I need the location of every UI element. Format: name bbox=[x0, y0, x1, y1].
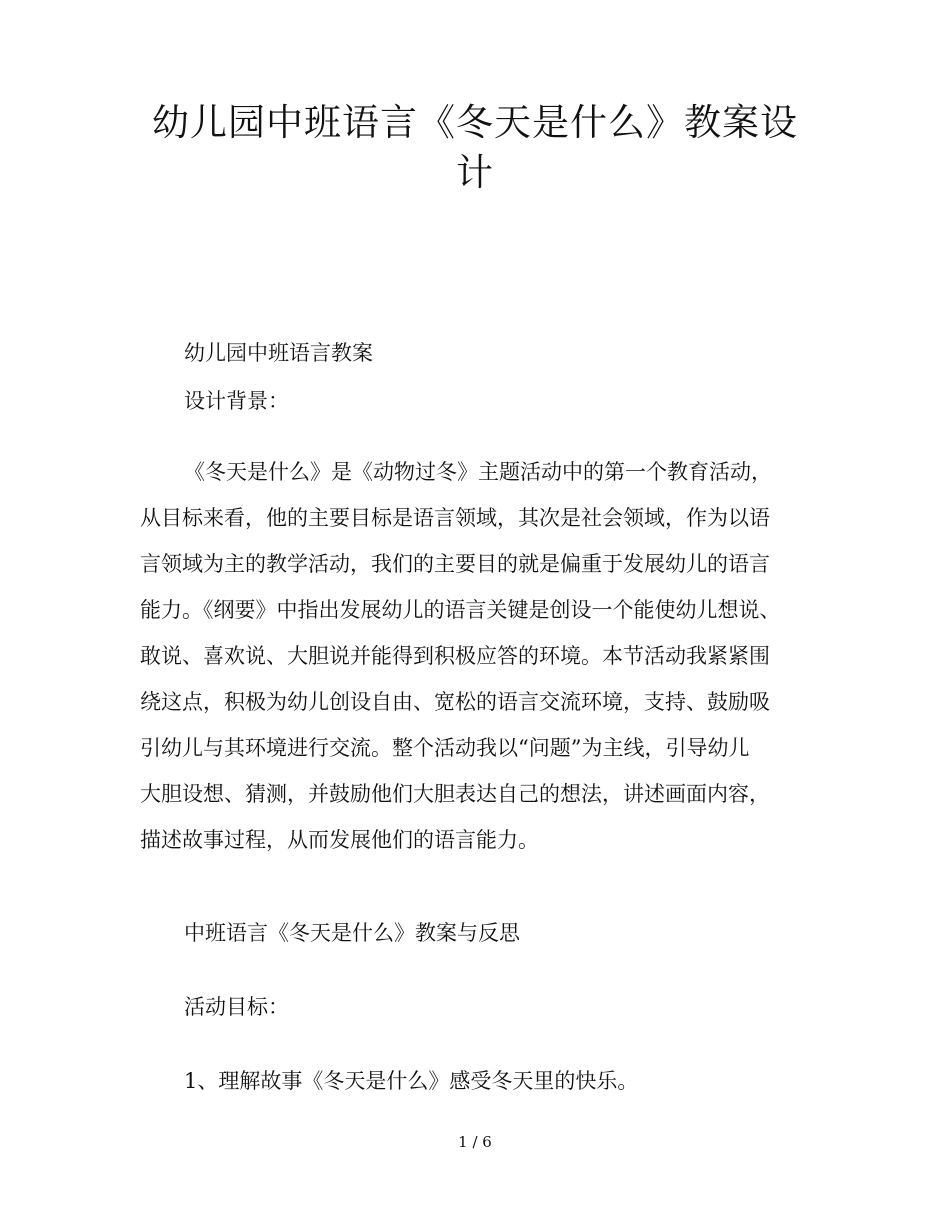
document-title bbox=[140, 98, 810, 198]
paragraph-line: 言领域为主的教学活动，我们的主要目的就是偏重于发展幼儿的语言 bbox=[140, 552, 770, 576]
paragraph-line: 引幼儿与其环境进行交流。整个活动我以“问题”为主线，引导幼儿 bbox=[140, 736, 750, 760]
paragraph-line: 敢说、喜欢说、大胆说并能得到积极应答的环境。本节活动我紧紧围 bbox=[140, 644, 770, 668]
background-label: 设计背景： bbox=[184, 389, 289, 413]
goal-item-1: 1、理解故事《冬天是什么》感受冬天里的快乐。 bbox=[184, 1069, 639, 1093]
paragraph-line: 绕这点，积极为幼儿创设自由、宽松的语言交流环境，支持、鼓励吸 bbox=[140, 690, 770, 714]
paragraph-line: 从目标来看，他的主要目标是语言领域，其次是社会领域，作为以语 bbox=[140, 506, 770, 530]
paragraph-line: 《冬天是什么》是《动物过冬》主题活动中的第一个教育活动， bbox=[184, 460, 772, 484]
background-paragraph bbox=[140, 452, 820, 866]
goals-label: 活动目标： bbox=[184, 995, 289, 1019]
paragraph-line: 大胆设想、猜测，并鼓励他们大胆表达自己的想法，讲述画面内容， bbox=[140, 782, 770, 806]
subheading: 幼儿园中班语言教案 bbox=[184, 341, 373, 365]
page-number: 1 / 6 bbox=[458, 1133, 492, 1151]
paragraph-line: 能力。《纲要》中指出发展幼儿的语言关键是创设一个能使幼儿想说、 bbox=[140, 598, 781, 622]
paragraph-line: 描述故事过程，从而发展他们的语言能力。 bbox=[140, 828, 539, 852]
section-title: 中班语言《冬天是什么》教案与反思 bbox=[184, 921, 520, 945]
title-line-2: 计 bbox=[456, 151, 494, 194]
title-line-1: 幼儿园中班语言《冬天是什么》教案设 bbox=[152, 101, 798, 144]
